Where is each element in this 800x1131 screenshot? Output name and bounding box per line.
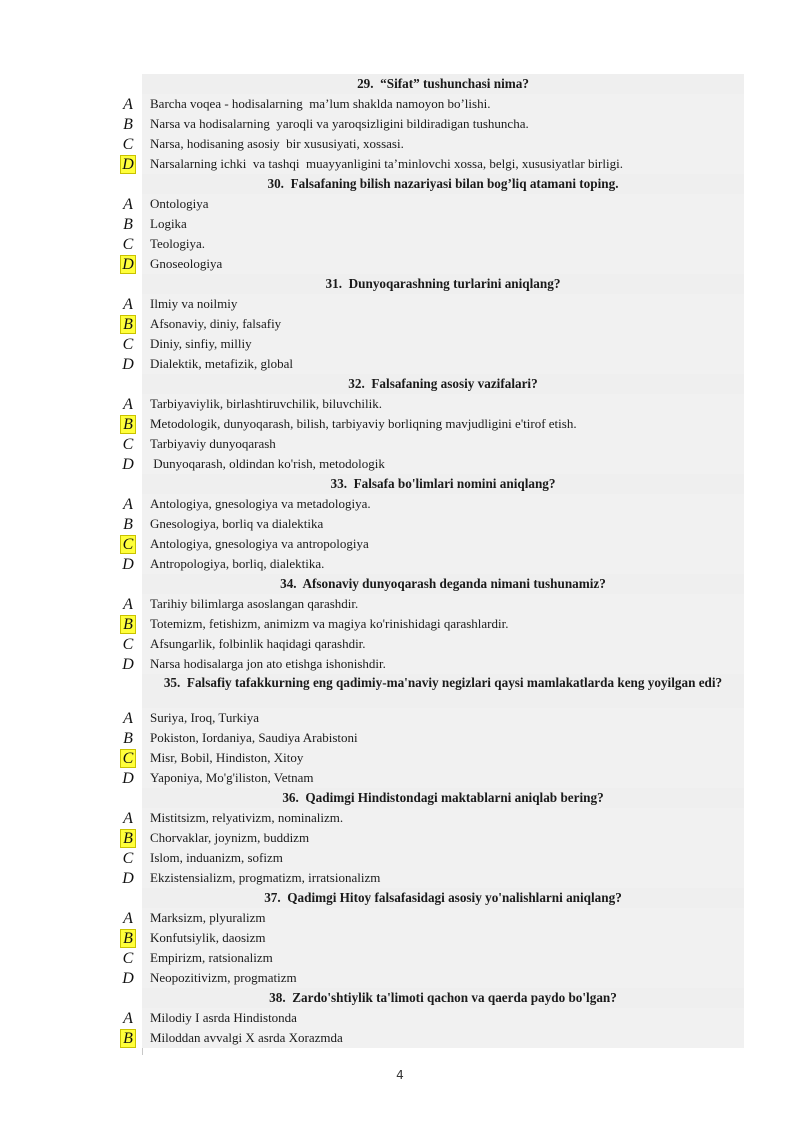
option-letter: D	[122, 356, 134, 373]
option-text: Totemizm, fetishizm, animizm va magiya ko'rinishidagi qarashlardir.	[142, 614, 744, 634]
option-text: Konfutsiylik, daosizm	[142, 928, 744, 948]
answer-option[interactable]	[112, 234, 744, 254]
option-text: Milodiy I asrda Hindistonda	[142, 1008, 744, 1028]
question-heading	[142, 374, 744, 394]
answer-option[interactable]	[112, 868, 744, 888]
option-letter: C	[122, 336, 134, 353]
option-text: Logika	[142, 214, 744, 234]
question-block	[112, 788, 744, 888]
question-block	[112, 574, 744, 674]
question-heading	[142, 274, 744, 294]
question-heading	[142, 74, 744, 94]
option-text: Ilmiy va noilmiy	[142, 294, 744, 314]
correct-answer-letter: D	[122, 156, 134, 173]
correct-answer-letter: B	[121, 830, 135, 847]
option-text: Antologiya, gnesologiya va antropologiya	[142, 534, 744, 554]
correct-answer-letter: B	[121, 616, 135, 633]
option-text: Empirizm, ratsionalizm	[142, 948, 744, 968]
option-text: Antropologiya, borliq, dialektika.	[142, 554, 744, 574]
question-number: 35.	[163, 675, 181, 690]
option-letter: A	[123, 810, 133, 827]
answer-option[interactable]	[112, 634, 744, 654]
question-heading	[142, 888, 744, 908]
answer-option[interactable]	[112, 314, 744, 334]
question-text: Qadimgi Hitoy falsafasidagi asosiy yo'nalishlarni aniqlang?	[287, 890, 622, 905]
question-heading	[142, 788, 744, 808]
answer-option[interactable]	[112, 968, 744, 988]
option-text: Antologiya, gnesologiya va metadologiya.	[142, 494, 744, 514]
correct-answer-letter: C	[122, 750, 134, 767]
option-text: Narsa, hodisaning asosiy bir xususiyati, xossasi.	[142, 134, 744, 154]
option-text: Islom, induanizm, sofizm	[142, 848, 744, 868]
question-number: 37.	[264, 890, 281, 905]
option-letter: D	[122, 456, 134, 473]
question-text: Afsonaviy dunyoqarash deganda nimani tushunamiz?	[302, 576, 606, 591]
answer-option[interactable]	[112, 614, 744, 634]
question-block	[112, 988, 744, 1048]
answer-option[interactable]	[112, 1008, 744, 1028]
answer-option[interactable]	[112, 294, 744, 314]
question-block	[112, 474, 744, 574]
option-letter: D	[122, 770, 134, 787]
option-letter: C	[122, 636, 134, 653]
option-letter: B	[123, 730, 133, 747]
option-letter: C	[122, 236, 134, 253]
question-number: 34.	[280, 576, 297, 591]
option-letter: C	[122, 850, 134, 867]
question-number: 33.	[330, 476, 347, 491]
option-letter: A	[123, 196, 133, 213]
answer-option[interactable]	[112, 768, 744, 788]
question-heading	[142, 174, 744, 194]
question-block	[112, 674, 744, 788]
answer-option[interactable]	[112, 94, 744, 114]
question-block	[112, 888, 744, 988]
answer-option[interactable]	[112, 434, 744, 454]
option-text: Dunyoqarash, oldindan ko'rish, metodologik	[142, 454, 744, 474]
option-letter: A	[123, 910, 133, 927]
answer-option[interactable]	[112, 134, 744, 154]
question-heading	[142, 988, 744, 1008]
question-heading	[142, 474, 744, 494]
answer-option[interactable]	[112, 534, 744, 554]
answer-option[interactable]	[112, 554, 744, 574]
option-letter: A	[123, 1010, 133, 1027]
question-text: Dunyoqarashning turlarini aniqlang?	[348, 276, 561, 291]
answer-option[interactable]	[112, 948, 744, 968]
option-letter: D	[122, 970, 134, 987]
option-text: Yaponiya, Mo'g'iliston, Vetnam	[142, 768, 744, 788]
correct-answer-letter: B	[121, 930, 135, 947]
answer-option[interactable]	[112, 808, 744, 828]
question-text: Falsafa bo'limlari nomini aniqlang?	[353, 476, 556, 491]
option-letter: C	[122, 136, 134, 153]
answer-option[interactable]	[112, 748, 744, 768]
answer-option[interactable]	[112, 908, 744, 928]
question-block	[112, 374, 744, 474]
option-text: Narsa va hodisalarning yaroqli va yaroqsizligini bildiradigan tushuncha.	[142, 114, 744, 134]
question-text: Falsafaning bilish nazariyasi bilan bog’liq atamani toping.	[290, 176, 619, 191]
option-text: Tarbiyaviy dunyoqarash	[142, 434, 744, 454]
option-text: Miloddan avvalgi X asrda Xorazmda	[142, 1028, 744, 1048]
correct-answer-letter: B	[121, 316, 135, 333]
answer-option[interactable]	[112, 114, 744, 134]
option-text: Ontologiya	[142, 194, 744, 214]
correct-answer-letter: B	[121, 1030, 135, 1047]
option-text: Barcha voqea - hodisalarning ma’lum shaklda namoyon bo’lishi.	[142, 94, 744, 114]
question-block	[112, 174, 744, 274]
option-text: Afsungarlik, folbinlik haqidagi qarashdir.	[142, 634, 744, 654]
option-letter: A	[123, 596, 133, 613]
option-text: Narsalarning ichki va tashqi muayyanligini ta’minlovchi xossa, belgi, xususiyatlar birligi.	[142, 154, 744, 174]
option-letter: C	[122, 950, 134, 967]
correct-answer-letter: D	[122, 256, 134, 273]
answer-option[interactable]	[112, 828, 744, 848]
answer-option[interactable]	[112, 254, 744, 274]
option-text: Dialektik, metafizik, global	[142, 354, 744, 374]
question-block	[112, 274, 744, 374]
option-text: Afsonaviy, diniy, falsafiy	[142, 314, 744, 334]
answer-option[interactable]	[112, 594, 744, 614]
option-letter: A	[123, 496, 133, 513]
option-text: Teologiya.	[142, 234, 744, 254]
correct-answer-letter: C	[122, 536, 134, 553]
answer-option[interactable]	[112, 708, 744, 728]
correct-answer-letter: B	[121, 416, 135, 433]
question-number: 38.	[269, 990, 286, 1005]
answer-option[interactable]	[112, 848, 744, 868]
question-number: 32.	[348, 376, 365, 391]
option-text: Chorvaklar, joynizm, buddizm	[142, 828, 744, 848]
option-text: Narsa hodisalarga jon ato etishga ishonishdir.	[142, 654, 744, 674]
option-letter: A	[123, 396, 133, 413]
answer-option[interactable]	[112, 334, 744, 354]
option-text: Misr, Bobil, Hindiston, Xitoy	[142, 748, 744, 768]
option-letter: A	[123, 96, 133, 113]
question-text: Falsafaning asosiy vazifalari?	[371, 376, 538, 391]
answer-option[interactable]	[112, 654, 744, 674]
option-text: Suriya, Iroq, Turkiya	[142, 708, 744, 728]
question-block	[112, 74, 744, 174]
option-text: Marksizm, plyuralizm	[142, 908, 744, 928]
question-number: 29.	[357, 76, 374, 91]
option-text: Gnesologiya, borliq va dialektika	[142, 514, 744, 534]
option-letter: A	[123, 710, 133, 727]
option-text: Tarbiyaviylik, birlashtiruvchilik, biluvchilik.	[142, 394, 744, 414]
answer-option[interactable]	[112, 928, 744, 948]
option-text: Mistitsizm, relyativizm, nominalizm.	[142, 808, 744, 828]
question-number: 30.	[267, 176, 284, 191]
answer-option[interactable]	[112, 414, 744, 434]
option-text: Ekzistensializm, progmatizm, irratsionalizm	[142, 868, 744, 888]
option-letter: B	[123, 216, 133, 233]
question-text: Qadimgi Hindistondagi maktablarni aniqlab bering?	[305, 790, 604, 805]
answer-option[interactable]	[112, 728, 744, 748]
option-text: Metodologik, dunyoqarash, bilish, tarbiyaviy borliqning mavjudligini e'tirof etish.	[142, 414, 744, 434]
answer-option[interactable]	[112, 454, 744, 474]
answer-option[interactable]	[112, 154, 744, 174]
answer-option[interactable]	[112, 1028, 744, 1048]
option-text: Neopozitivizm, progmatizm	[142, 968, 744, 988]
answer-option[interactable]	[112, 394, 744, 414]
option-letter: C	[122, 436, 134, 453]
option-text: Tarihiy bilimlarga asoslangan qarashdir.	[142, 594, 744, 614]
quiz-sheet	[112, 74, 744, 1048]
option-letter: D	[122, 556, 134, 573]
option-letter: B	[123, 116, 133, 133]
question-text: “Sifat” tushunchasi nima?	[380, 76, 529, 91]
option-text: Diniy, sinfiy, milliy	[142, 334, 744, 354]
option-letter: A	[123, 296, 133, 313]
question-heading	[142, 574, 744, 594]
question-heading	[142, 674, 744, 708]
option-letter: D	[122, 870, 134, 887]
question-text: Falsafiy tafakkurning eng qadimiy-ma'naviy negizlari qaysi mamlakatlarda keng yoyilgan edi?	[186, 675, 723, 690]
option-text: Gnoseologiya	[142, 254, 744, 274]
answer-option[interactable]	[112, 494, 744, 514]
question-number: 31.	[325, 276, 343, 291]
page-number: 4	[396, 1068, 404, 1082]
answer-option[interactable]	[112, 354, 744, 374]
answer-option[interactable]	[112, 514, 744, 534]
option-letter: B	[123, 516, 133, 533]
answer-option[interactable]	[112, 214, 744, 234]
option-text: Pokiston, Iordaniya, Saudiya Arabistoni	[142, 728, 744, 748]
option-letter: D	[122, 656, 134, 673]
answer-option[interactable]	[112, 194, 744, 214]
question-text: Zardo'shtiylik ta'limoti qachon va qaerda paydo bo'lgan?	[292, 990, 617, 1005]
question-number: 36.	[282, 790, 299, 805]
